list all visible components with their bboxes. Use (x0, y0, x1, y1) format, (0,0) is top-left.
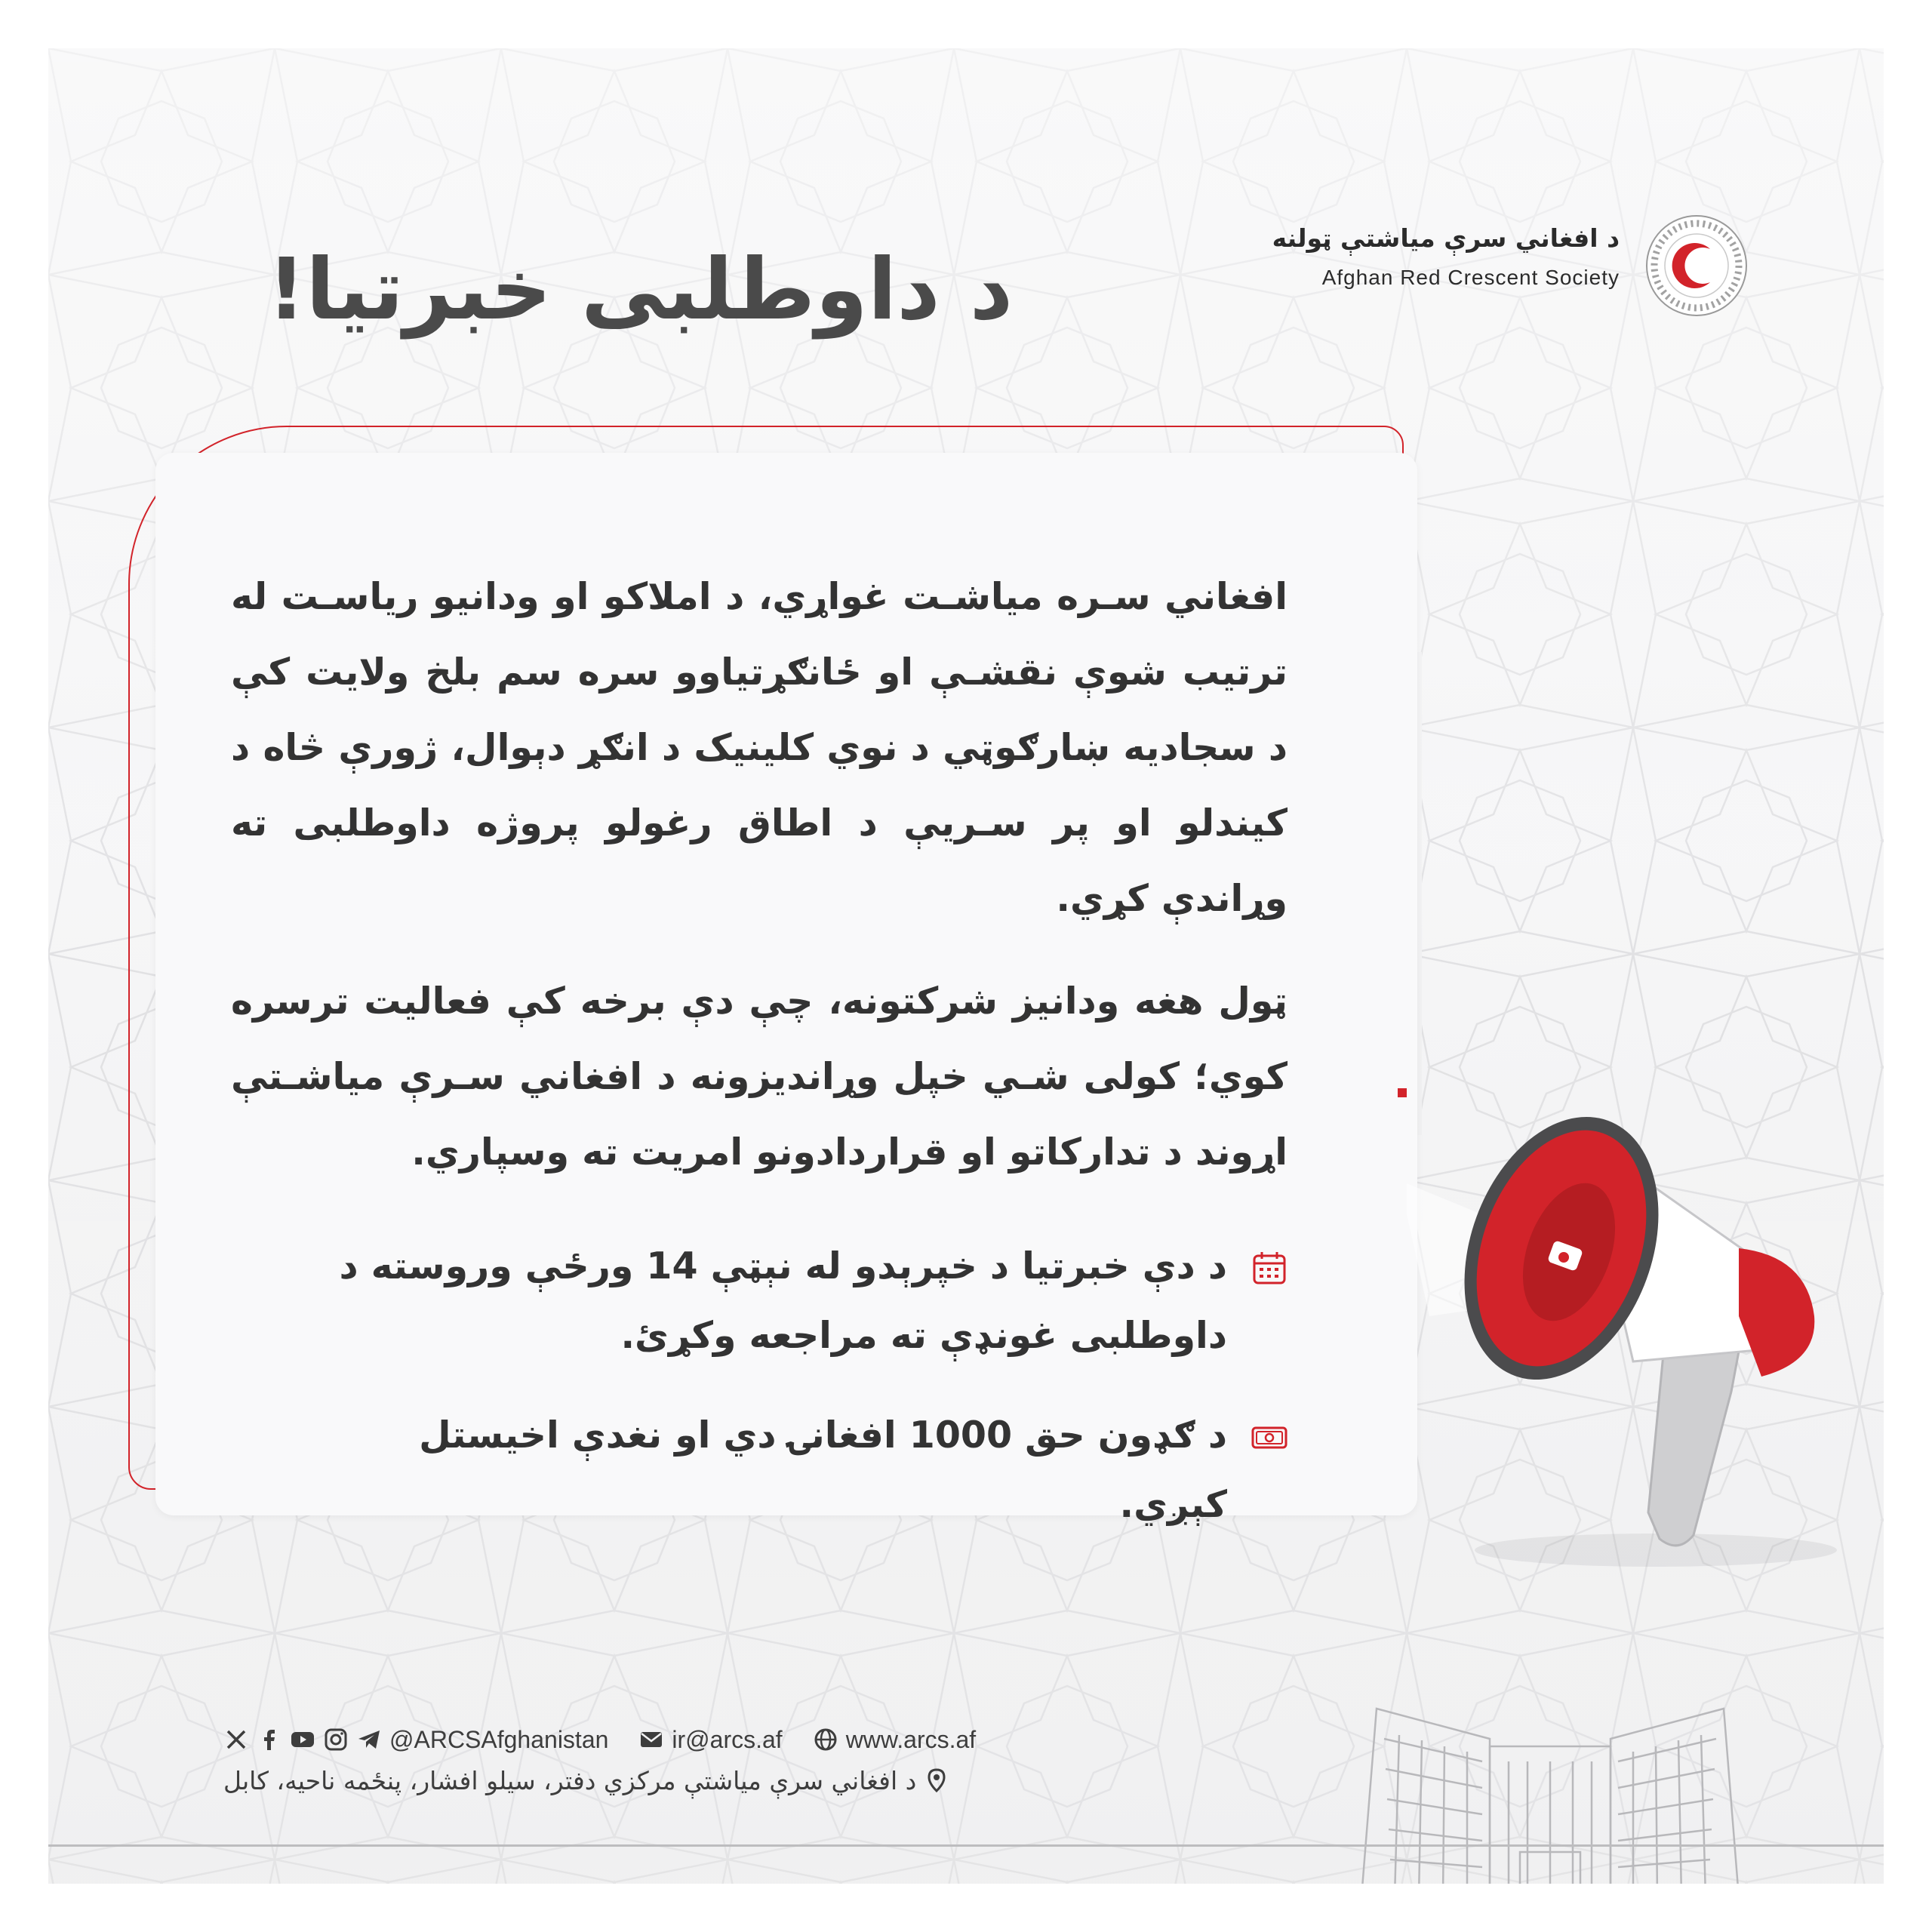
announcement-paragraph-2: ټول هغه ودانیز شرکتونه، چې دې برخه کې فعالیت ترسره کوي؛ کولی شـي خپل وړاندیزونه د افغاني سـرې میاشـتې اړوند د تدارکاتو او قراردادونو امریت ته وسپاري. (231, 980, 1287, 1174)
megaphone-illustration (1407, 1090, 1875, 1573)
facebook-icon[interactable] (257, 1727, 282, 1752)
deadline-bullet (306, 1232, 1287, 1371)
poster-frame (48, 48, 1884, 1884)
telegram-icon[interactable] (356, 1727, 382, 1752)
org-name-english: Afghan Red Crescent Society (1321, 266, 1620, 289)
deadline-text: د دې خبرتیا د خپرېدو له نېټې 14 ورځې وروسته د داوطلبی غونډې ته مراجعه وکړئ. (339, 1244, 1227, 1357)
address-row (223, 1761, 949, 1799)
x-icon[interactable] (223, 1727, 249, 1752)
money-icon (1251, 1419, 1287, 1455)
address-text: د افغاني سرې میاشتې مرکزي دفتر، سیلو افشار، پنځمه ناحیه، کابل (223, 1765, 917, 1795)
website-link[interactable]: www.arcs.af (845, 1725, 977, 1753)
fee-bullet (306, 1401, 1287, 1540)
youtube-icon[interactable] (290, 1727, 315, 1752)
fee-text: د ګډون حق 1000 افغانۍ دي او نغدې اخیستل کېږي. (419, 1414, 1227, 1526)
org-name-pashto: د افغاني سرې میاشتې ټولنه (1272, 223, 1620, 253)
social-handle[interactable]: @ARCSAfghanistan (389, 1725, 609, 1753)
email-icon (638, 1727, 664, 1752)
instagram-icon[interactable] (323, 1727, 349, 1752)
footer-divider (48, 1844, 1884, 1847)
headquarters-building-illustration (1331, 1694, 1769, 1884)
page-title: د داوطلبی خبرتیا! (267, 241, 1014, 339)
arcs-logo (1644, 213, 1749, 318)
globe-icon (813, 1727, 838, 1752)
email-link[interactable]: ir@arcs.af (672, 1725, 783, 1753)
calendar-icon (1251, 1250, 1287, 1286)
announcement-paragraph-1: افغاني سـره میاشـت غواړي، د املاکو او ودانیو ریاسـت له ترتیب شوې نقشـې او ځانګړتیاوو سره سم بلخ ولایت کې د سجادیه ښارګوټي د نوي کلینیک د انګړ دېوال، ژورې څاه د کیندلو او پر سـریې د اطاق رغولو پروژه داوطلبی ته وړاندې کړي. (231, 575, 1287, 920)
location-pin-icon (924, 1767, 949, 1793)
contact-row (223, 1721, 976, 1758)
red-accent-dot (1398, 1088, 1407, 1097)
